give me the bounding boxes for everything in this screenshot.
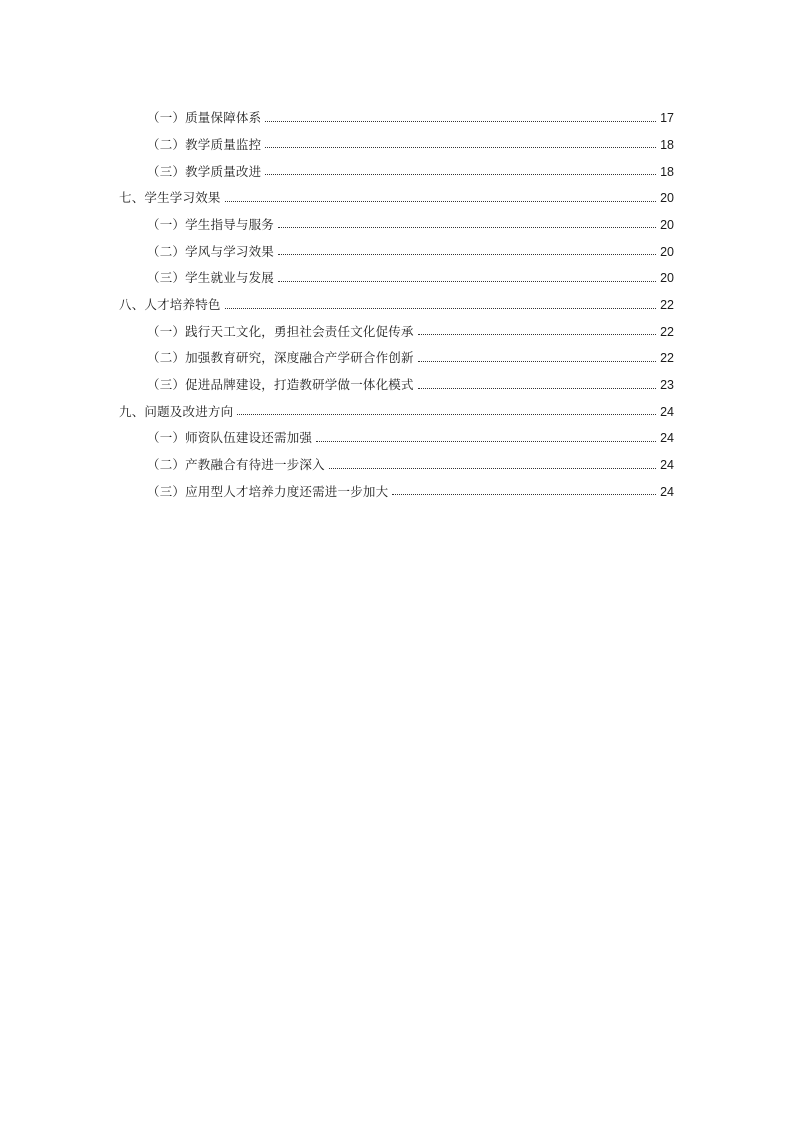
toc-entry-title: 九、问题及改进方向	[119, 403, 234, 419]
toc-dot-leader	[316, 441, 656, 442]
toc-subsection-entry[interactable]	[119, 205, 674, 232]
toc-dot-leader	[418, 388, 656, 389]
toc-dot-leader	[278, 281, 656, 282]
toc-subsection-entry[interactable]	[119, 231, 674, 258]
toc-dot-leader	[265, 121, 656, 122]
toc-page-number: 22	[660, 298, 674, 312]
toc-dot-leader	[418, 361, 656, 362]
toc-entry-title: （一）质量保障体系	[147, 110, 262, 126]
toc-subsection-entry[interactable]	[119, 338, 674, 365]
toc-subsection-entry[interactable]	[119, 418, 674, 445]
toc-entry-title: 八、人才培养特色	[119, 297, 221, 312]
toc-subsection-entry[interactable]	[119, 151, 674, 178]
toc-dot-leader	[265, 174, 656, 175]
toc-dot-leader	[278, 254, 656, 255]
toc-subsection-entry[interactable]	[119, 258, 674, 285]
toc-dot-leader	[329, 468, 656, 469]
toc-subsection-entry[interactable]	[119, 365, 674, 392]
toc-entry-title: （二）教学质量监控	[147, 136, 262, 152]
toc-dot-leader	[392, 494, 656, 495]
toc-section-entry[interactable]	[119, 392, 674, 419]
toc-section-entry[interactable]	[119, 178, 674, 205]
toc-entry-title: （一）学生指导与服务	[147, 216, 275, 232]
toc-subsection-entry[interactable]	[119, 98, 674, 125]
toc-entry-title: （三）应用型人才培养力度还需进一步加大	[147, 483, 389, 499]
toc-entry-title: （二）产教融合有待进一步深入	[147, 457, 325, 473]
toc-subsection-entry[interactable]	[119, 445, 674, 472]
toc-page-number: 24	[660, 484, 674, 499]
toc-section-entry[interactable]	[119, 285, 674, 312]
toc-entry-title: （一）践行天工文化，勇担社会责任文化促传承	[147, 323, 414, 339]
toc-page-number: 22	[660, 324, 674, 339]
toc-dot-leader	[225, 308, 656, 309]
toc-page-number: 20	[660, 244, 674, 259]
toc-page-number: 17	[660, 111, 674, 126]
toc-page-number: 24	[660, 431, 674, 446]
toc-page-number: 18	[660, 137, 674, 152]
toc-page-number: 20	[660, 217, 674, 232]
toc-entry-title: （二）加强教育研究，深度融合产学研合作创新	[147, 350, 414, 366]
toc-entry-title: 七、学生学习效果	[119, 190, 221, 206]
toc-page-number: 22	[660, 351, 674, 366]
toc-dot-leader	[278, 227, 656, 228]
toc-entry-title: （三）教学质量改进	[147, 163, 262, 179]
toc-page-number: 24	[660, 458, 674, 473]
toc-entry-title: （一）师资队伍建设还需加强	[147, 430, 313, 446]
toc-dot-leader	[237, 414, 656, 415]
toc-dot-leader	[265, 147, 656, 148]
toc-subsection-entry[interactable]	[119, 312, 674, 339]
toc-page-number: 18	[660, 164, 674, 179]
table-of-contents	[119, 98, 674, 498]
toc-dot-leader	[418, 334, 656, 335]
toc-page-number: 23	[660, 378, 674, 393]
toc-subsection-entry[interactable]	[119, 125, 674, 152]
toc-page-number: 24	[660, 404, 674, 419]
toc-entry-title: （三）促进品牌建设，打造教研学做一体化模式	[147, 377, 414, 393]
toc-entry-title: （二）学风与学习效果	[147, 243, 275, 259]
toc-dot-leader	[225, 201, 656, 202]
toc-entry-title: （三）学生就业与发展	[147, 270, 275, 286]
toc-subsection-entry[interactable]	[119, 472, 674, 499]
toc-page-number: 20	[660, 271, 674, 286]
toc-page-number: 20	[660, 191, 674, 206]
